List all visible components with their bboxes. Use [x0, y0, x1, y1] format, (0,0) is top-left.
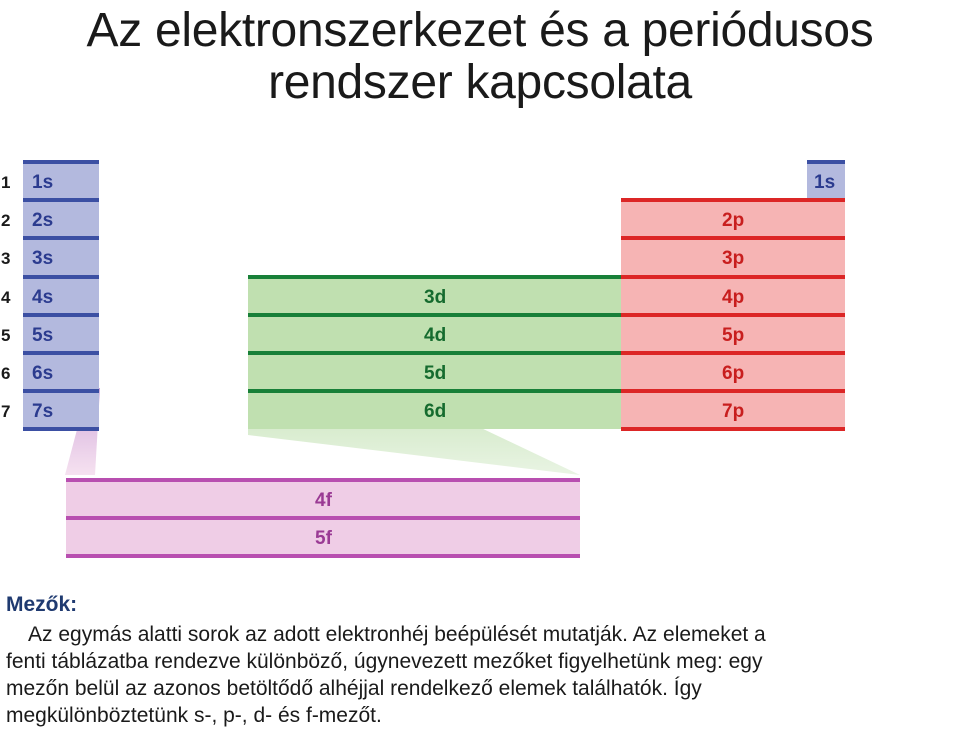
p-cell-label: 7p — [722, 401, 745, 422]
period-label: 3 — [1, 249, 11, 268]
s-cell — [23, 236, 99, 276]
s-cell — [23, 313, 99, 353]
s-cell-label: 4s — [32, 287, 54, 308]
p-cell-line — [621, 313, 845, 317]
description — [6, 591, 960, 729]
f-cell-line — [66, 516, 580, 520]
f-cell-label: 5f — [315, 528, 332, 549]
f-block-bottom-line — [66, 554, 580, 558]
period-label: 4 — [1, 288, 11, 307]
p-cell — [621, 275, 845, 315]
p-cell — [621, 389, 845, 429]
description-line-1: Az egymás alatti sorok az adott elektronhéj beépülését mutatják. Az elemeket a — [28, 623, 766, 646]
s-cell-line — [23, 313, 99, 317]
p-cell — [621, 236, 845, 276]
period-label: 1 — [1, 173, 11, 192]
d-cell-label: 4d — [424, 325, 447, 346]
d-cell-line — [248, 351, 621, 355]
d-cell — [248, 313, 621, 353]
f-cell-line — [66, 478, 580, 482]
p-cell-line — [621, 351, 845, 355]
f-block — [66, 478, 580, 558]
period-label: 2 — [1, 211, 11, 230]
d-cell-line — [248, 275, 621, 279]
s-cell-line — [23, 351, 99, 355]
title-line-1: Az elektronszerkezet és a periódusos — [86, 4, 874, 57]
s-cell-right-line — [807, 160, 845, 164]
d-cell-label: 3d — [424, 287, 447, 308]
p-cell-line — [621, 236, 845, 240]
description-heading: Mezők: — [6, 593, 78, 616]
s-cell — [23, 198, 99, 238]
s-cell — [23, 160, 99, 200]
d-cell — [248, 389, 621, 429]
s-cell-label: 5s — [32, 325, 54, 346]
d-cell — [248, 351, 621, 391]
s-cell-line — [23, 275, 99, 279]
p-cell — [621, 351, 845, 391]
f-cell — [66, 516, 580, 556]
p-cell-label: 5p — [722, 325, 745, 346]
s-cell-label: 3s — [32, 248, 54, 269]
p-cell-label: 6p — [722, 363, 745, 384]
periodic-block-diagram — [0, 150, 960, 570]
s-block-bottom-line — [23, 427, 99, 431]
p-block — [621, 198, 845, 431]
description-line-3: mezőn belül az azonos betöltődő alhéjjal rendelkező elemek találhatók. Így — [6, 677, 702, 700]
p-cell-line — [621, 198, 845, 202]
page-title — [0, 0, 960, 108]
p-cell-line — [621, 389, 845, 393]
s-cell-label: 2s — [32, 210, 54, 231]
s-cell-line — [23, 160, 99, 164]
description-line-2: fenti táblázatba rendezve különböző, úgynevezett mezőket figyelhetünk meg: egy — [6, 650, 763, 673]
period-label: 7 — [1, 402, 11, 421]
period-label: 5 — [1, 326, 11, 345]
s-cell-line — [23, 236, 99, 240]
s-cell-label: 7s — [32, 401, 54, 422]
d-cell-label: 6d — [424, 401, 447, 422]
d-cell-label: 5d — [424, 363, 447, 384]
title-line-2: rendszer kapcsolata — [268, 56, 692, 109]
s-cell-line — [23, 389, 99, 393]
period-labels — [1, 173, 11, 421]
d-cell-line — [248, 389, 621, 393]
p-cell-line — [621, 275, 845, 279]
p-cell-label: 2p — [722, 210, 745, 231]
p-block-bottom-line — [621, 427, 845, 431]
period-label: 6 — [1, 364, 11, 383]
p-cell — [621, 313, 845, 353]
s-cell-line — [23, 198, 99, 202]
description-line-4: megkülönböztetünk s-, p-, d- és f-mezőt. — [6, 704, 382, 727]
s-cell — [23, 389, 99, 429]
s-cell-label: 6s — [32, 363, 54, 384]
p-cell-label: 4p — [722, 287, 745, 308]
s-cell-right — [807, 160, 845, 200]
f-cell-label: 4f — [315, 490, 332, 511]
d-block — [248, 275, 621, 429]
p-cell-label: 3p — [722, 248, 745, 269]
p-cell — [621, 198, 845, 238]
d-cell-line — [248, 313, 621, 317]
f-cell — [66, 478, 580, 518]
s-cell — [23, 275, 99, 315]
s-cell-label: 1s — [32, 172, 54, 193]
d-cell — [248, 275, 621, 315]
s-cell — [23, 351, 99, 391]
s-cell-right-label: 1s — [814, 172, 836, 193]
